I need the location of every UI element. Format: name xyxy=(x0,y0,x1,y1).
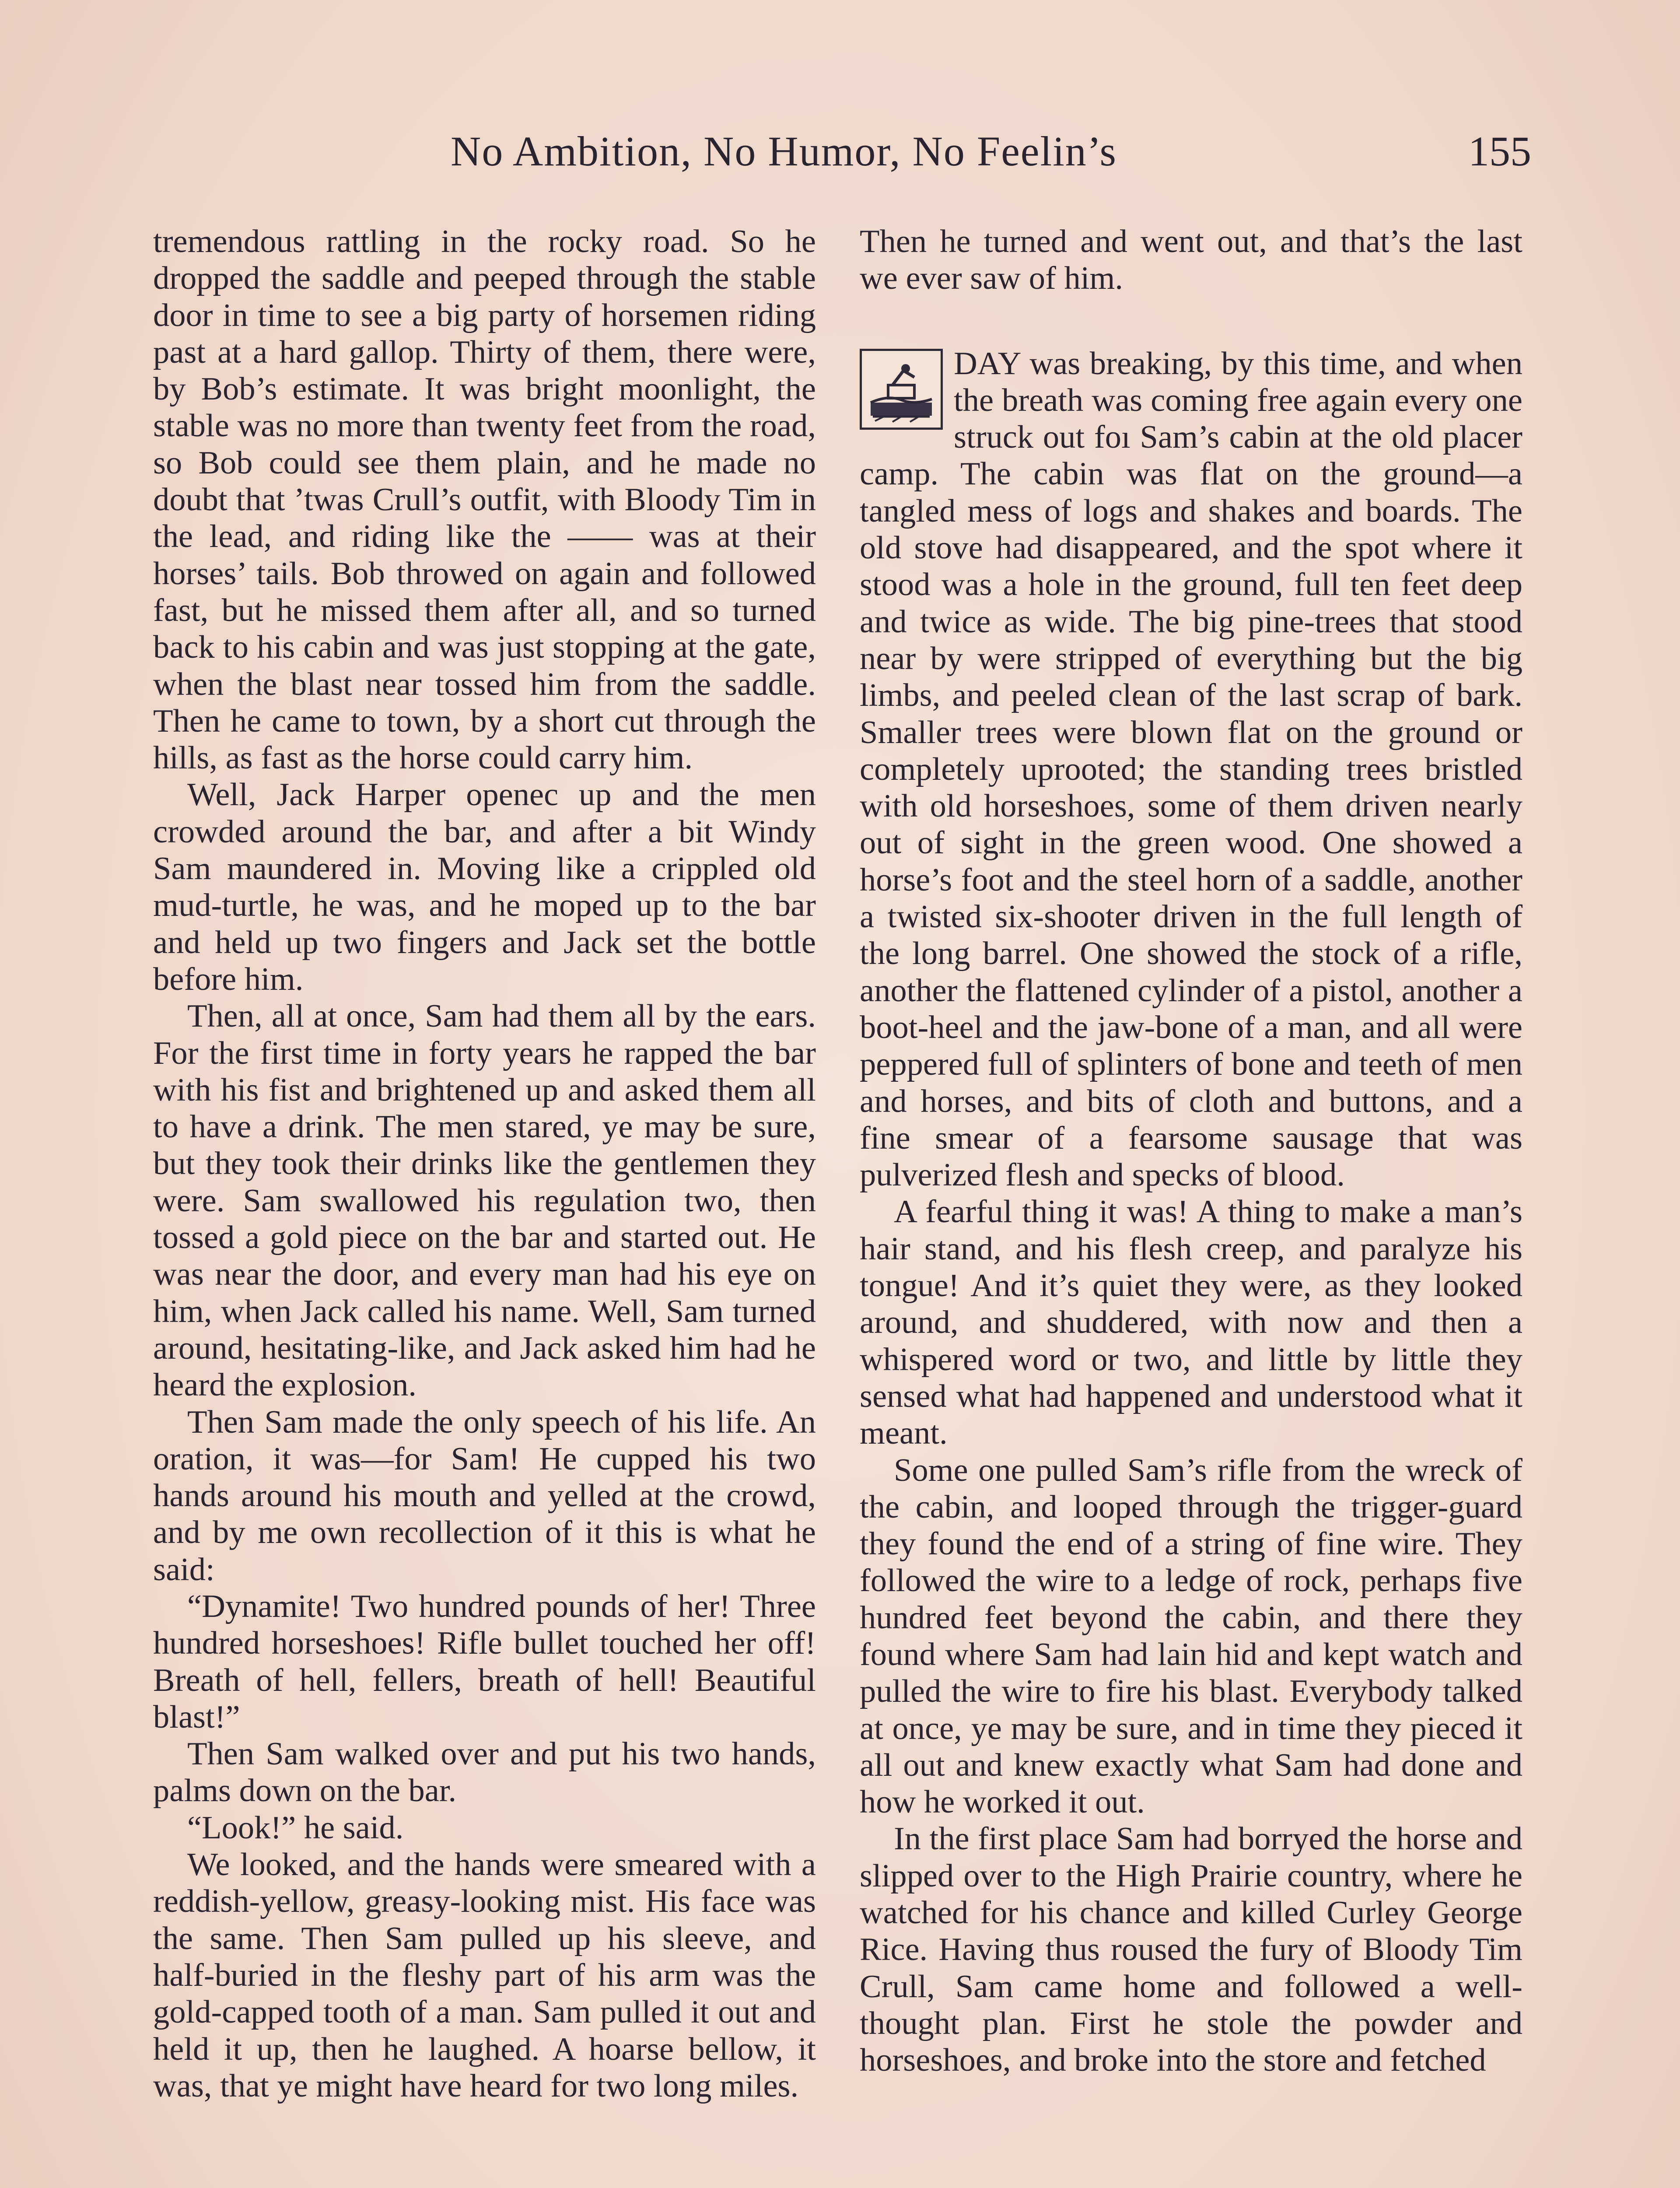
paragraph: “Look!” he said. xyxy=(187,1809,404,1846)
paragraph: Well, Jack Harper openec up and the men crowded around the bar, and after a bit Windy Sam maundered in. Moving like a crippled old mud-turtle, he was, and he moped up to the bar and held up two fingers and Jack set the bottle before him. xyxy=(153,777,816,997)
section-gap xyxy=(860,297,1522,345)
paragraph-quote: “Dynamite! Two hundred pounds of her! Three hundred horseshoes! Rifle bullet touched her off! Breath of hell, fellers, breath of hell! Beautiful blast!” xyxy=(153,1588,816,1735)
dropcap-lead-word: DAY xyxy=(954,345,1020,382)
paragraph: A fearful thing it was! A thing to make a man’s hair stand, and his flesh creep, and paralyze his tongue! And it’s quiet they were, as they looked around, and shuddered, with now and then a whispered word or two, and little by little they sensed what had happened and understood what it meant. xyxy=(860,1194,1522,1452)
page-number: 155 xyxy=(1468,128,1531,175)
paragraph: In the first place Sam had borryed the horse and slipped over to the High Prairie country, where he watched for his chance and killed Curley George Rice. Having thus roused the fury of Bloody Tim Crull, Sam came home and followed a well-thought plan. First he stole the powder and horseshoes, and broke into the store and fetched xyxy=(860,1821,1522,2079)
paragraph: Then, all at once, Sam had them all by the ears. For the first time in forty years he rapped the bar with his fist and brightened up and asked them all to have a drink. The men stared, ye may be sure, but they took their drinks like the gentlemen they were. Sam swallowed his regulation two, then tossed a gold piece on the bar and started out. He was near the door, and every man had his eye on him, when Jack called his name. Well, Sam turned around, hesitating-like, and Jack asked him had he heard the explosion. xyxy=(153,998,816,1403)
right-column xyxy=(860,223,1522,2079)
paragraph: Then he turned and went out, and that’s the last we ever saw of him. xyxy=(860,224,1522,297)
paragraph: Then Sam made the only speech of his life. An oration, it was—for Sam! He cupped his two hands around his mouth and yelled at the crowd, and by me own recollection of it this is what he said: xyxy=(153,1404,816,1588)
paragraph: Then Sam walked over and put his two hands, palms down on the bar. xyxy=(153,1736,816,1809)
running-header-title: No Ambition, No Humor, No Feelin’s xyxy=(451,128,1117,175)
dropcap-paragraph xyxy=(860,345,1522,1194)
dropcap-paragraph-rest: was breaking, by this time, and when the breath was coming free again every one struck out foı Sam’s cabin at the old placer camp. The cabin was flat on the ground—a tangled mess of logs and shakes and boards. The old stove had disappeared, and the spot where it stood was a hole in the ground, full ten feet deep and twice as wide. The big pine-trees that stood near by were stripped of everything but the big limbs, and peeled clean of the last scrap of bark. Smaller trees were blown flat on the ground or completely uprooted; the standing trees bristled with old horseshoes, some of them driven nearly out of sight in the green wood. One showed a horse’s foot and the steel horn of a saddle, another a twisted six-shooter driven in the full length of the long barrel. One showed the stock of a rifle, another the flattened cylinder of a pistol, another a boot-heel and the jaw-bone of a man, and all were peppered full of splinters of bone and teeth of men and horses, and bits of cloth and buttons, and a fine smear of a fearsome sausage that was pulverized flesh and specks of blood. xyxy=(860,345,1522,1193)
paragraph: We looked, and the hands were smeared with a reddish-yellow, greasy-looking mist. His face was the same. Then Sam pulled up his sleeve, and half-buried in the fleshy part of his arm was the gold-capped tooth of a man. Sam pulled it out and held it up, then he laughed. A hoarse bellow, it was, that ye might have heard for two long miles. xyxy=(153,1847,816,2104)
paragraph: tremendous rattling in the rocky road. So he dropped the saddle and peeped through the stable door in time to see a big party of horsemen riding past at a hard gallop. Thirty of them, there were, by Bob’s estimate. It was bright moonlight, the stable was no more than twenty feet from the road, so Bob could see them plain, and he made no doubt that ’twas Crull’s outfit, with Bloody Tim in the lead, and riding like the —— was at their horses’ tails. Bob throwed on again and followed fast, but he missed them after all, and so turned back to his cabin and was just stopping at the gate, when the blast near tossed him from the saddle. Then he came to town, by a short cut through the hills, as fast as the horse could carry him. xyxy=(153,224,816,776)
left-column xyxy=(153,223,816,2104)
dropcap-paragraph-text xyxy=(860,345,1522,1194)
paragraph: Some one pulled Sam’s rifle from the wreck of the cabin, and looped through the trigger-guard they found the end of a string of fine wire. They followed the wire to a ledge of rock, perhaps five hundred feet beyond the cabin, and there they found where Sam had lain hid and kept watch and pulled the wire to fire his blast. Everybody talked at once, ye may be sure, and in time they pieced it all out and knew exactly what Sam had done and how he worked it out. xyxy=(860,1452,1522,1820)
dropcap-illustration-icon xyxy=(860,349,943,430)
